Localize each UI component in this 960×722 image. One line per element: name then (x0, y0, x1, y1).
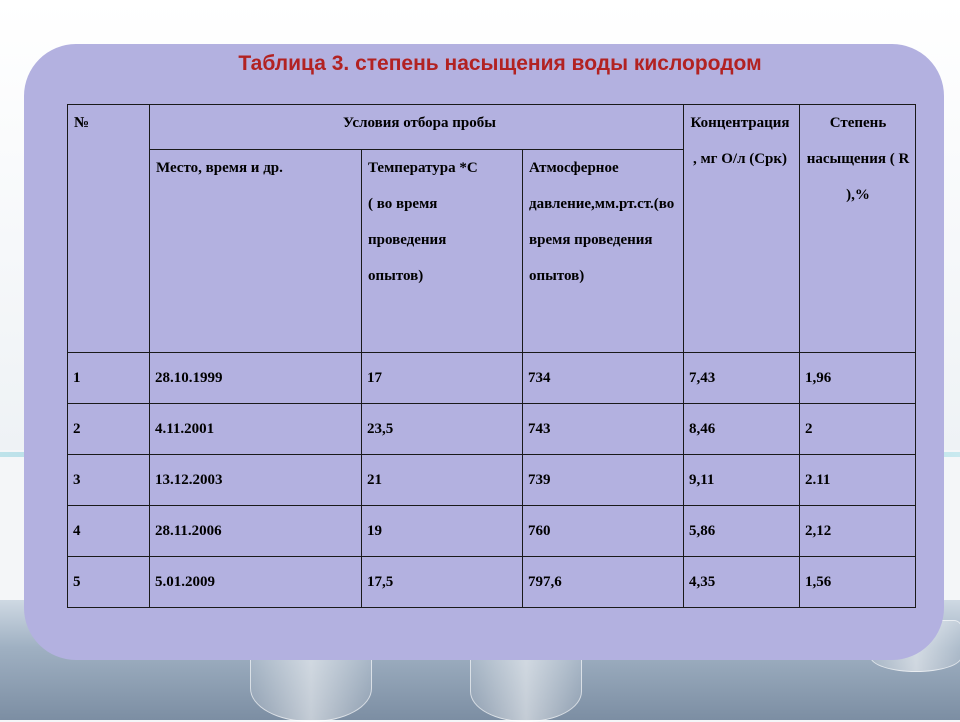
cell-saturation: 2,12 (800, 506, 916, 557)
cell-concentration: 5,86 (684, 506, 800, 557)
cell-pressure: 739 (523, 455, 684, 506)
cell-temperature: 21 (362, 455, 523, 506)
cell-temperature: 19 (362, 506, 523, 557)
cell-saturation: 1,96 (800, 353, 916, 404)
cell-pressure: 797,6 (523, 557, 684, 608)
cell-pressure: 760 (523, 506, 684, 557)
cell-date: 28.10.1999 (150, 353, 362, 404)
header-saturation-label: Степень насыщения ( R ),% (806, 115, 910, 203)
cell-number: 2 (68, 404, 150, 455)
header-pressure-label: Атмосферное давление,мм.рт.ст.(во время проведения опытов) (529, 160, 675, 284)
cell-number: 1 (68, 353, 150, 404)
table-row (68, 404, 916, 455)
cell-pressure: 734 (523, 353, 684, 404)
cell-date: 28.11.2006 (150, 506, 362, 557)
cell-saturation: 2 (800, 404, 916, 455)
slide-title: Таблица 3. степень насыщения воды кислородом (238, 52, 762, 75)
table-header-row (68, 105, 916, 150)
cell-pressure: 743 (523, 404, 684, 455)
cell-temperature: 17 (362, 353, 523, 404)
cell-number: 5 (68, 557, 150, 608)
header-temperature-label: Температура *С ( во время проведения опытов) (368, 160, 478, 284)
table-row (68, 506, 916, 557)
cell-concentration: 9,11 (684, 455, 800, 506)
cell-date: 4.11.2001 (150, 404, 362, 455)
header-temperature (362, 150, 523, 353)
header-pressure (523, 150, 684, 353)
header-concentration-label: Концентрация , мг О/л (Срк) (690, 115, 790, 167)
cell-number: 3 (68, 455, 150, 506)
saturation-table (67, 104, 916, 608)
header-conditions: Условия отбора пробы (150, 105, 684, 150)
table-row (68, 455, 916, 506)
cell-concentration: 8,46 (684, 404, 800, 455)
cell-temperature: 23,5 (362, 404, 523, 455)
cell-temperature: 17,5 (362, 557, 523, 608)
header-place: Место, время и др. (150, 150, 362, 353)
cell-saturation: 1,56 (800, 557, 916, 608)
header-saturation (800, 105, 916, 353)
cell-date: 13.12.2003 (150, 455, 362, 506)
cell-date: 5.01.2009 (150, 557, 362, 608)
cell-concentration: 7,43 (684, 353, 800, 404)
header-concentration (684, 105, 800, 353)
cell-concentration: 4,35 (684, 557, 800, 608)
table-row (68, 353, 916, 404)
cell-saturation: 2.11 (800, 455, 916, 506)
cell-number: 4 (68, 506, 150, 557)
header-number: № (68, 105, 150, 353)
table-row (68, 557, 916, 608)
